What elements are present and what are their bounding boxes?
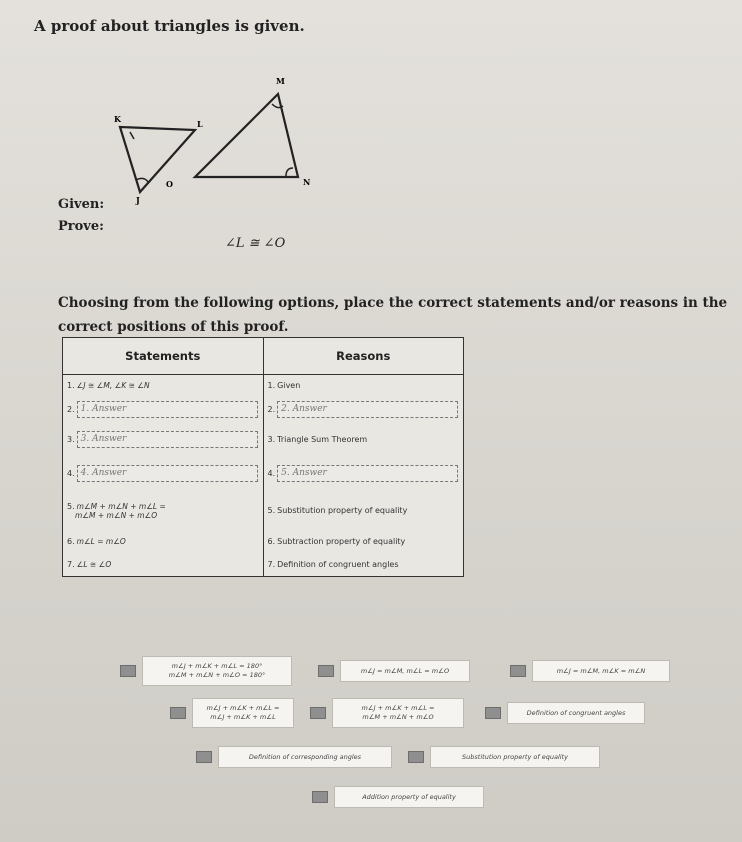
vertex-label-o: O bbox=[166, 179, 173, 189]
reason-text: Triangle Sum Theorem bbox=[277, 435, 368, 444]
given-label: Given: bbox=[58, 197, 105, 212]
triangle-jkl bbox=[120, 127, 195, 192]
drag-handle-icon[interactable] bbox=[510, 665, 526, 677]
statement-text-line2: m∠M + m∠N + m∠O bbox=[75, 510, 158, 520]
reason-text: Subtraction property of equality bbox=[277, 537, 406, 546]
step-number: 6. bbox=[267, 537, 276, 546]
option-text-line1: Addition property of equality bbox=[362, 792, 456, 801]
prove-label: Prove: bbox=[58, 219, 104, 234]
step-number: 1. bbox=[267, 381, 276, 391]
statement-cell bbox=[63, 531, 264, 553]
statement-cell bbox=[63, 423, 264, 457]
statement-cell bbox=[63, 457, 264, 491]
option-tile[interactable] bbox=[142, 656, 292, 686]
proof-table bbox=[62, 337, 464, 577]
step-number: 2. bbox=[67, 405, 75, 414]
option-text-line1: Definition of congruent angles bbox=[526, 708, 626, 717]
option-tile[interactable] bbox=[532, 660, 670, 682]
reason-text: Given bbox=[277, 381, 301, 391]
question-title: A proof about triangles is given. bbox=[34, 17, 305, 35]
step-number: 1. bbox=[67, 381, 75, 391]
answer-drop-zone-2[interactable]: 2. Answer bbox=[277, 401, 458, 418]
option-tile[interactable] bbox=[218, 746, 392, 768]
step-number: 7. bbox=[67, 559, 75, 569]
step-number: 4. bbox=[67, 469, 75, 478]
reason-cell bbox=[263, 491, 464, 531]
statement-text: ∠L ≅ ∠O bbox=[76, 559, 112, 569]
option-text-line1: m∠J = m∠M, m∠K = m∠N bbox=[556, 666, 646, 675]
drag-handle-icon[interactable] bbox=[120, 665, 136, 677]
answer-option[interactable] bbox=[120, 656, 292, 686]
answer-option[interactable] bbox=[485, 702, 645, 724]
step-number: 4. bbox=[267, 469, 276, 478]
drag-handle-icon[interactable] bbox=[310, 707, 326, 719]
proof-row bbox=[63, 491, 464, 531]
option-tile[interactable] bbox=[334, 786, 484, 808]
option-text-line1: m∠J + m∠K + m∠L = 180° bbox=[171, 662, 263, 670]
angle-n-mark bbox=[286, 168, 293, 176]
option-text-line1: m∠J + m∠K + m∠L = bbox=[206, 704, 280, 712]
vertex-label-k: K bbox=[114, 114, 121, 124]
vertex-label-m: M bbox=[276, 76, 285, 86]
statement-cell bbox=[63, 553, 264, 577]
triangles-figure bbox=[100, 72, 330, 207]
option-tile[interactable] bbox=[340, 660, 470, 682]
proof-row bbox=[63, 457, 464, 491]
proof-row bbox=[63, 553, 464, 577]
drag-handle-icon[interactable] bbox=[312, 791, 328, 803]
answer-drop-zone-4[interactable]: 4. Answer bbox=[77, 465, 258, 482]
reason-cell bbox=[263, 531, 464, 553]
drag-handle-icon[interactable] bbox=[485, 707, 501, 719]
option-tile[interactable] bbox=[192, 698, 294, 728]
step-number: 6. bbox=[67, 537, 75, 546]
prove-statement: ∠L ≅ ∠O bbox=[225, 236, 286, 251]
step-number: 5. bbox=[267, 506, 276, 515]
vertex-label-j: J bbox=[136, 195, 140, 205]
statement-text-line1: m∠M + m∠N + m∠L = bbox=[76, 501, 166, 511]
reason-cell bbox=[263, 553, 464, 577]
drag-handle-icon[interactable] bbox=[318, 665, 334, 677]
answer-option[interactable] bbox=[310, 698, 464, 728]
step-number: 5. bbox=[67, 501, 75, 511]
answer-option[interactable] bbox=[510, 660, 670, 682]
answer-drop-zone-3[interactable]: 3. Answer bbox=[77, 431, 258, 448]
statement-cell bbox=[63, 375, 264, 397]
option-text-line2: m∠M + m∠N + m∠O = 180° bbox=[168, 671, 266, 679]
proof-row bbox=[63, 397, 464, 423]
answer-option[interactable] bbox=[312, 786, 484, 808]
reason-text: Substitution property of equality bbox=[277, 506, 408, 515]
reason-cell bbox=[263, 423, 464, 457]
vertex-label-l: L bbox=[197, 119, 203, 129]
drag-handle-icon[interactable] bbox=[196, 751, 212, 763]
proof-header-row bbox=[63, 338, 464, 375]
answer-option[interactable] bbox=[170, 698, 294, 728]
option-tile[interactable] bbox=[430, 746, 600, 768]
option-text-line2: m∠M + m∠N + m∠O bbox=[362, 713, 434, 721]
statement-cell bbox=[63, 491, 264, 531]
drag-handle-icon[interactable] bbox=[170, 707, 186, 719]
option-text-line2: m∠J + m∠K + m∠L bbox=[210, 713, 276, 721]
statements-header: Statements bbox=[63, 338, 264, 375]
vertex-label-n: N bbox=[303, 177, 311, 187]
option-tile[interactable] bbox=[507, 702, 645, 724]
step-number: 3. bbox=[67, 435, 75, 444]
proof-row bbox=[63, 531, 464, 553]
option-text-line1: Substitution property of equality bbox=[462, 752, 568, 761]
step-number: 7. bbox=[267, 559, 276, 569]
answer-option[interactable] bbox=[408, 746, 600, 768]
option-text-line1: m∠J = m∠M, m∠L = m∠O bbox=[360, 666, 450, 675]
proof-row bbox=[63, 375, 464, 397]
reason-text: Definition of congruent angles bbox=[277, 559, 399, 569]
reason-cell bbox=[263, 397, 464, 423]
reasons-header: Reasons bbox=[263, 338, 464, 375]
answer-drop-zone-1[interactable]: 1. Answer bbox=[77, 401, 258, 418]
drag-handle-icon[interactable] bbox=[408, 751, 424, 763]
step-number: 3. bbox=[267, 435, 276, 444]
instructions-text: Choosing from the following options, place the correct statements and/or reasons in the correct positions of this proof. bbox=[58, 295, 728, 335]
option-text-line1: Definition of corresponding angles bbox=[248, 752, 362, 761]
option-text-line1: m∠J + m∠K + m∠L = bbox=[361, 704, 435, 712]
proof-row bbox=[63, 423, 464, 457]
option-tile[interactable] bbox=[332, 698, 464, 728]
answer-option[interactable] bbox=[318, 660, 470, 682]
answer-drop-zone-5[interactable]: 5. Answer bbox=[277, 465, 458, 482]
statement-text: m∠L = m∠O bbox=[76, 537, 126, 546]
angle-k-mark bbox=[130, 132, 134, 139]
step-number: 2. bbox=[267, 405, 276, 414]
reason-cell bbox=[263, 375, 464, 397]
answer-option[interactable] bbox=[196, 746, 392, 768]
reason-cell bbox=[263, 457, 464, 491]
statement-text: ∠J ≅ ∠M, ∠K ≅ ∠N bbox=[76, 381, 150, 391]
statement-cell bbox=[63, 397, 264, 423]
